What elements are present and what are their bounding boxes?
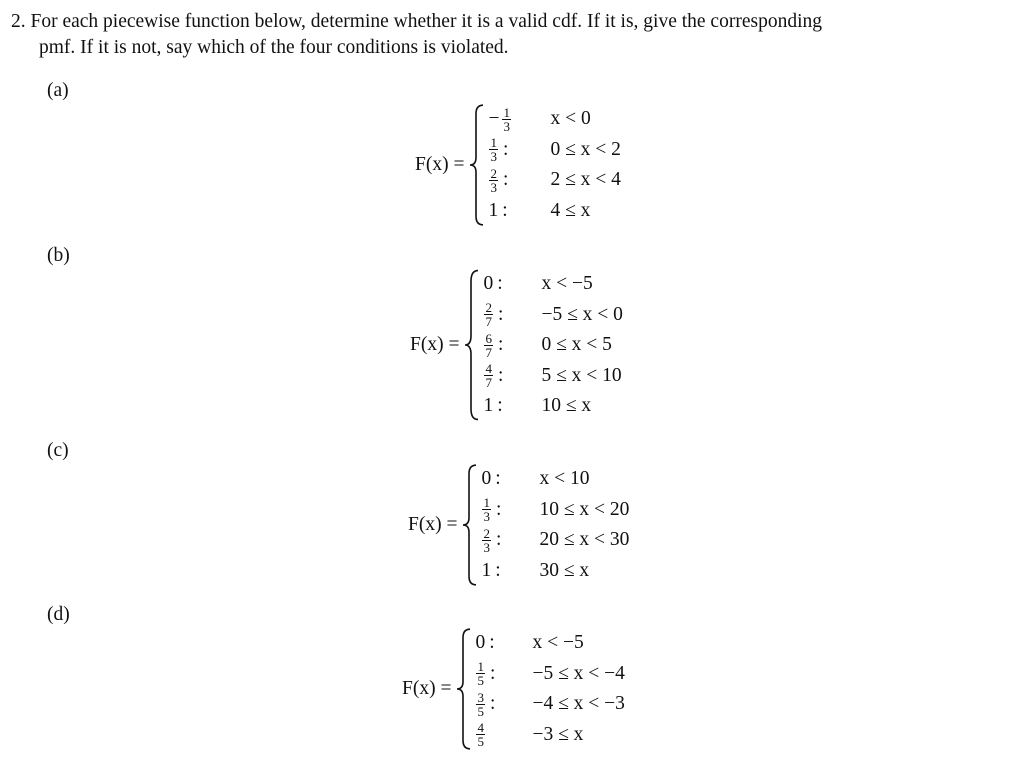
case-condition: −5 ≤ x < 0 (541, 303, 623, 325)
case-condition: 0 ≤ x < 5 (541, 334, 612, 355)
problem-statement (11, 9, 1011, 61)
case-row (483, 300, 622, 330)
piecewise-function-d (402, 628, 625, 750)
colon: : (497, 273, 503, 294)
fraction-numerator: 2 (485, 300, 492, 315)
fraction (502, 106, 511, 133)
cases-list (483, 269, 622, 421)
case-condition: x < −5 (541, 273, 593, 294)
cases-list (475, 628, 624, 750)
colon: : (489, 662, 496, 684)
case-value (483, 332, 541, 359)
part-label-c: (c) (47, 440, 69, 461)
case-condition: −3 ≤ x (532, 723, 584, 745)
value-text: 0 (475, 632, 486, 653)
fraction-denominator: 3 (490, 179, 497, 195)
case-value (488, 136, 550, 163)
case-value (481, 468, 539, 490)
left-brace-icon (468, 104, 486, 226)
piecewise-function-a (415, 104, 621, 226)
value-text: 1 (488, 199, 499, 221)
colon: : (497, 334, 504, 355)
colon: : (497, 364, 504, 386)
case-row (475, 689, 624, 719)
case-condition: 4 ≤ x (550, 199, 591, 221)
fraction-numerator: 2 (483, 525, 490, 541)
piecewise-function-b (410, 269, 623, 421)
case-condition: x < 10 (539, 468, 590, 489)
fraction-denominator: 7 (485, 375, 492, 390)
fraction-numerator: 4 (477, 720, 484, 736)
case-row (481, 464, 629, 494)
case-value (483, 273, 541, 295)
function-lhs: F(x) = (402, 678, 452, 699)
case-value (475, 691, 532, 718)
colon: : (495, 468, 501, 489)
fraction (476, 721, 485, 748)
fraction-denominator: 3 (483, 509, 490, 525)
fraction-denominator: 3 (490, 149, 497, 165)
piecewise-function-c (408, 464, 629, 586)
fraction-denominator: 3 (483, 539, 490, 555)
fraction (484, 301, 493, 328)
fraction-numerator: 1 (477, 659, 484, 675)
function-lhs: F(x) = (415, 154, 465, 175)
minus-sign: − (488, 108, 500, 129)
colon: : (502, 138, 509, 160)
colon: : (489, 632, 495, 653)
case-condition: 10 ≤ x (541, 395, 592, 416)
case-row (488, 104, 620, 134)
fraction-denominator: 7 (485, 344, 492, 360)
part-label-a: (a) (47, 80, 69, 101)
fraction-denominator: 7 (485, 314, 492, 329)
fraction (476, 691, 485, 718)
case-value (483, 395, 541, 417)
case-condition: 5 ≤ x < 10 (541, 364, 622, 386)
case-value (481, 496, 539, 523)
colon: : (495, 529, 502, 551)
case-condition: 0 ≤ x < 2 (550, 138, 621, 160)
case-value (475, 660, 532, 687)
fraction (476, 660, 485, 687)
fraction-denominator: 5 (477, 673, 484, 689)
fraction (482, 527, 491, 554)
case-row (488, 135, 620, 165)
problem-line-1: 2. For each piecewise function below, determine whether it is a valid cdf. If it is, give the corresponding (11, 11, 822, 32)
value-text: 0 (481, 468, 492, 489)
function-lhs: F(x) = (410, 334, 460, 355)
cases-list (481, 464, 629, 586)
cases-list (488, 104, 620, 226)
colon: : (495, 559, 501, 581)
case-row (483, 361, 622, 391)
left-brace-icon (455, 628, 473, 750)
case-condition: x < 0 (550, 108, 591, 129)
fraction (482, 496, 491, 523)
case-row (488, 196, 620, 226)
case-row (483, 391, 622, 421)
case-condition: x < −5 (532, 632, 584, 653)
colon: : (495, 498, 502, 520)
case-value (481, 527, 539, 554)
case-value (475, 721, 532, 748)
case-row (488, 165, 620, 195)
case-condition: −5 ≤ x < −4 (532, 662, 625, 684)
case-value (488, 200, 550, 222)
fraction-numerator: 1 (483, 495, 490, 511)
colon: : (502, 169, 509, 191)
left-brace-icon (461, 464, 479, 586)
case-row (483, 269, 622, 299)
fraction-denominator: 5 (477, 703, 484, 719)
fraction (489, 167, 498, 194)
fraction-denominator: 3 (503, 118, 510, 134)
case-condition: 20 ≤ x < 30 (539, 529, 630, 551)
value-text: 1 (481, 559, 492, 581)
case-row (475, 720, 624, 750)
case-value (483, 301, 541, 328)
fraction-numerator: 1 (503, 104, 510, 120)
colon: : (502, 199, 508, 221)
case-value (483, 362, 541, 389)
left-brace-icon (463, 269, 481, 421)
case-condition: 10 ≤ x < 20 (539, 498, 630, 520)
function-lhs: F(x) = (408, 514, 458, 535)
colon: : (497, 303, 504, 325)
fraction-denominator: 5 (477, 734, 484, 750)
case-value (488, 106, 550, 133)
case-row (481, 556, 629, 586)
part-label-b: (b) (47, 245, 70, 266)
case-condition: −4 ≤ x < −3 (532, 693, 625, 715)
fraction-numerator: 3 (477, 689, 484, 705)
value-text: 0 (483, 273, 494, 294)
case-row (475, 659, 624, 689)
case-row (483, 330, 622, 360)
fraction-numerator: 1 (490, 135, 497, 151)
case-row (481, 495, 629, 525)
case-value (475, 632, 532, 654)
case-condition: 30 ≤ x (539, 559, 590, 581)
fraction (489, 136, 498, 163)
case-value (481, 560, 539, 582)
case-condition: 2 ≤ x < 4 (550, 169, 621, 191)
problem-line-2: pmf. If it is not, say which of the four conditions is violated. (39, 37, 509, 58)
fraction (484, 332, 493, 359)
part-label-d: (d) (47, 604, 70, 625)
fraction-numerator: 4 (485, 361, 492, 376)
fraction-numerator: 6 (485, 330, 492, 346)
colon: : (489, 693, 496, 715)
value-text: 1 (483, 395, 494, 416)
case-row (475, 628, 624, 658)
fraction-numerator: 2 (490, 165, 497, 181)
case-value (488, 167, 550, 194)
colon: : (497, 395, 503, 416)
fraction (484, 362, 493, 389)
case-row (481, 525, 629, 555)
